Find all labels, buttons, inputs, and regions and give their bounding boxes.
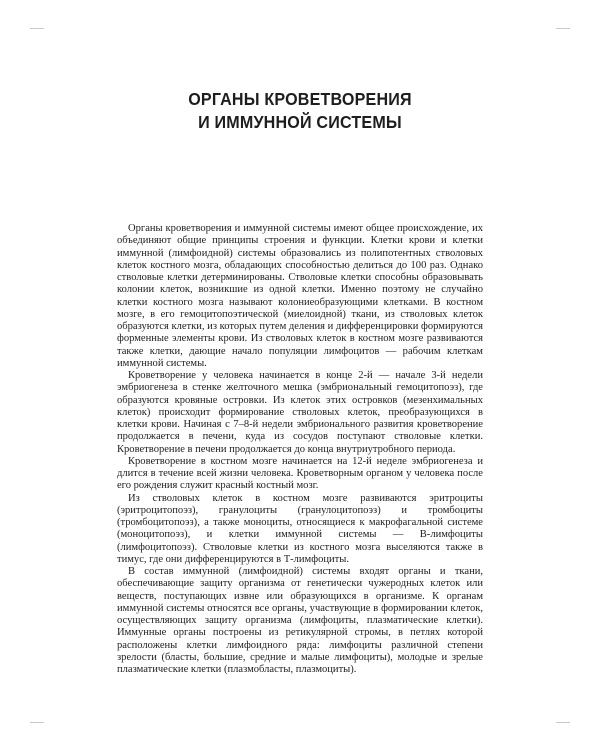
crop-mark-top-right — [556, 28, 570, 29]
crop-mark-top-left — [30, 28, 44, 29]
paragraph-5: В состав иммунной (лимфоидной) системы входят органы и ткани, обеспечивающие защиту организма от генетически чужеродных клеток или веществ, поступающих извне или образующихся в организме. К органам иммунной системы относятся все органы, участвующие в формировании клеток, осуществляющих защиту организма (лимфоциты, плазматические клетки). Иммунные органы построены из ретикулярной стромы, в петлях которой расположены клетки лимфоидного ряда: лимфоциты различной степени зрелости (бласты, большие, средние и малые лимфоциты), молодые и зрелые плазматические клетки (плазмобласты, плазмоциты). — [117, 566, 483, 675]
crop-mark-bottom-left — [30, 722, 44, 723]
body-text — [117, 223, 483, 676]
paragraph-3: Кроветворение в костном мозге начинается на 12-й неделе эмбриогенеза и длится в течение всей жизни человека. Кроветворным органом у человека после его рождения служит красный костный мозг. — [117, 455, 483, 492]
chapter-title-line-1: ОРГАНЫ КРОВЕТВОРЕНИЯ — [188, 89, 412, 109]
paragraph-2: Кроветворение у человека начинается в конце 2-й — начале 3-й недели эмбриогенеза в стенке желточного мешка (эмбриональный гемоцитопоэз), где образуются кровяные островки. Из клеток этих островков (мезенхимальных клеток) происходит формирование стволовых клеток, преобразующихся в клетки крови. Начиная с 7–8-й недели эмбрионального развития кроветворение продолжается в печени, куда из сосудов поступают стволовые клетки. Кроветворение в печени продолжается до конца внутриутробного периода. — [117, 370, 483, 455]
crop-mark-bottom-right — [556, 722, 570, 723]
paragraph-4: Из стволовых клеток в костном мозге развиваются эритроциты (эритроцитопоэз), гранулоциты (гранулоцитопоэз) и тромбоциты (тромбоцитопоэз), а также моноциты, относящиеся к макрофагальной системе (моноцитопоэз), и клетки иммунной системы — В-лимфоциты (лимфоцитопоэз). Стволовые клетки из костного мозга выселяются также в тимус, где они дифференцируются в Т-лимфоциты. — [117, 492, 483, 565]
chapter-title-line-2: И ИММУННОЙ СИСТЕМЫ — [198, 112, 402, 132]
chapter-title — [24, 88, 576, 134]
paragraph-1: Органы кроветворения и иммунной системы имеют общее происхождение, их объединяют общие принципы строения и функции. Клетки крови и клетки иммунной (лимфоидной) системы образовались из полипотентных стволовых клеток костного мозга, обладающих способностью делиться до 100 раз. Однако стволовые клетки детерминированы. Стволовые клетки способны образовывать колонии клеток, возникшие из одной клетки. Именно поэтому не случайно клетки костного мозга называют колониеобразующими клетками. В костном мозге, в его гемоцитопоэтической (миелоидной) ткани, из стволовых клеток образуются клетки, из которых путем деления и дифференцировки формируются форменные элементы крови. Из стволовых клеток в костном мозге развиваются также клетки, дающие начало популяции лимфоцитов — рабочим клеткам иммунной системы. — [117, 223, 484, 369]
